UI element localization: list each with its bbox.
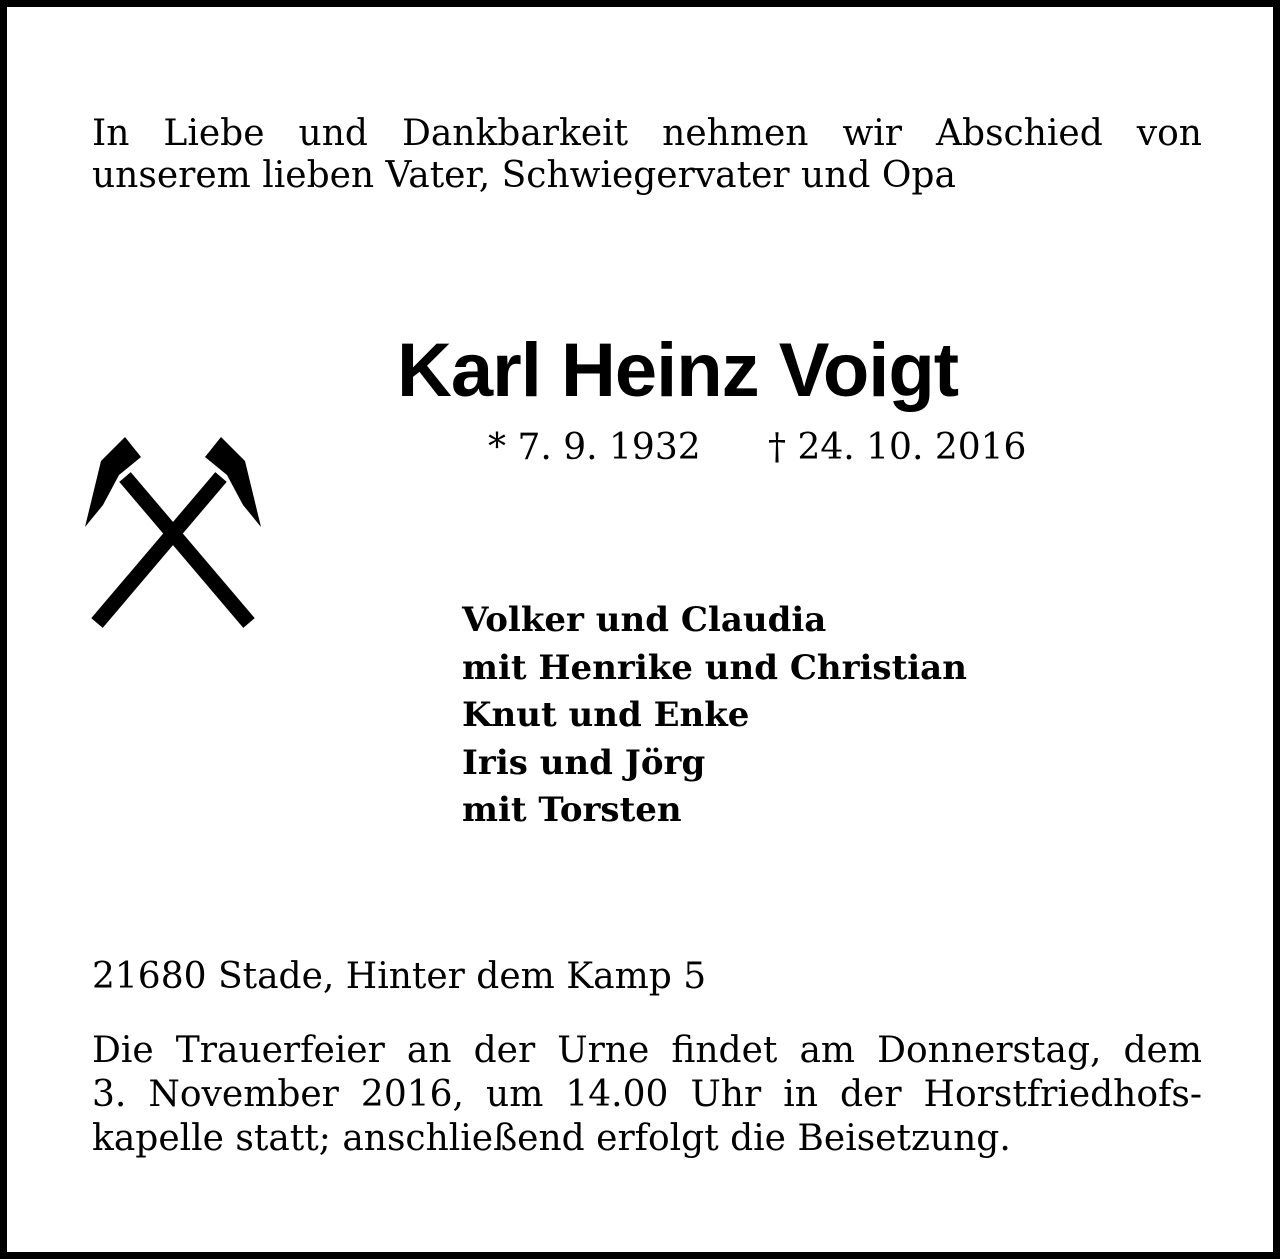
death-date: † 24. 10. 2016: [768, 427, 1027, 468]
family-member: Knut und Enke: [462, 695, 750, 735]
deceased-name: Karl Heinz Voigt: [397, 328, 959, 413]
family-member: Iris und Jörg: [462, 742, 706, 783]
birth-date: * 7. 9. 1932: [488, 427, 701, 468]
family-member: mit Torsten: [462, 790, 682, 830]
family-member: Volker und Claudia: [462, 600, 827, 640]
ceremony-line-1: Die Trauerfeier an der Urne findet am Donnerstag, dem: [92, 1030, 1202, 1071]
intro-line-2: unserem lieben Vater, Schwiegervater und Opa: [92, 155, 956, 196]
ceremony-line-3: kapelle statt; anschließend erfolgt die Beisetzung.: [92, 1118, 1011, 1159]
ceremony-text: [92, 1029, 1202, 1161]
crossed-hammers-icon: [83, 435, 263, 631]
address: 21680 Stade, Hinter dem Kamp 5: [92, 956, 707, 997]
intro-text: [92, 113, 1202, 197]
intro-line-1: In Liebe und Dankbarkeit nehmen wir Abschied von: [92, 113, 1202, 154]
family-member: mit Henrike und Christian: [462, 647, 967, 688]
ceremony-line-2: 3. November 2016, um 14.00 Uhr in der Horstfriedhofs-: [92, 1074, 1202, 1115]
family-list: [462, 597, 967, 835]
